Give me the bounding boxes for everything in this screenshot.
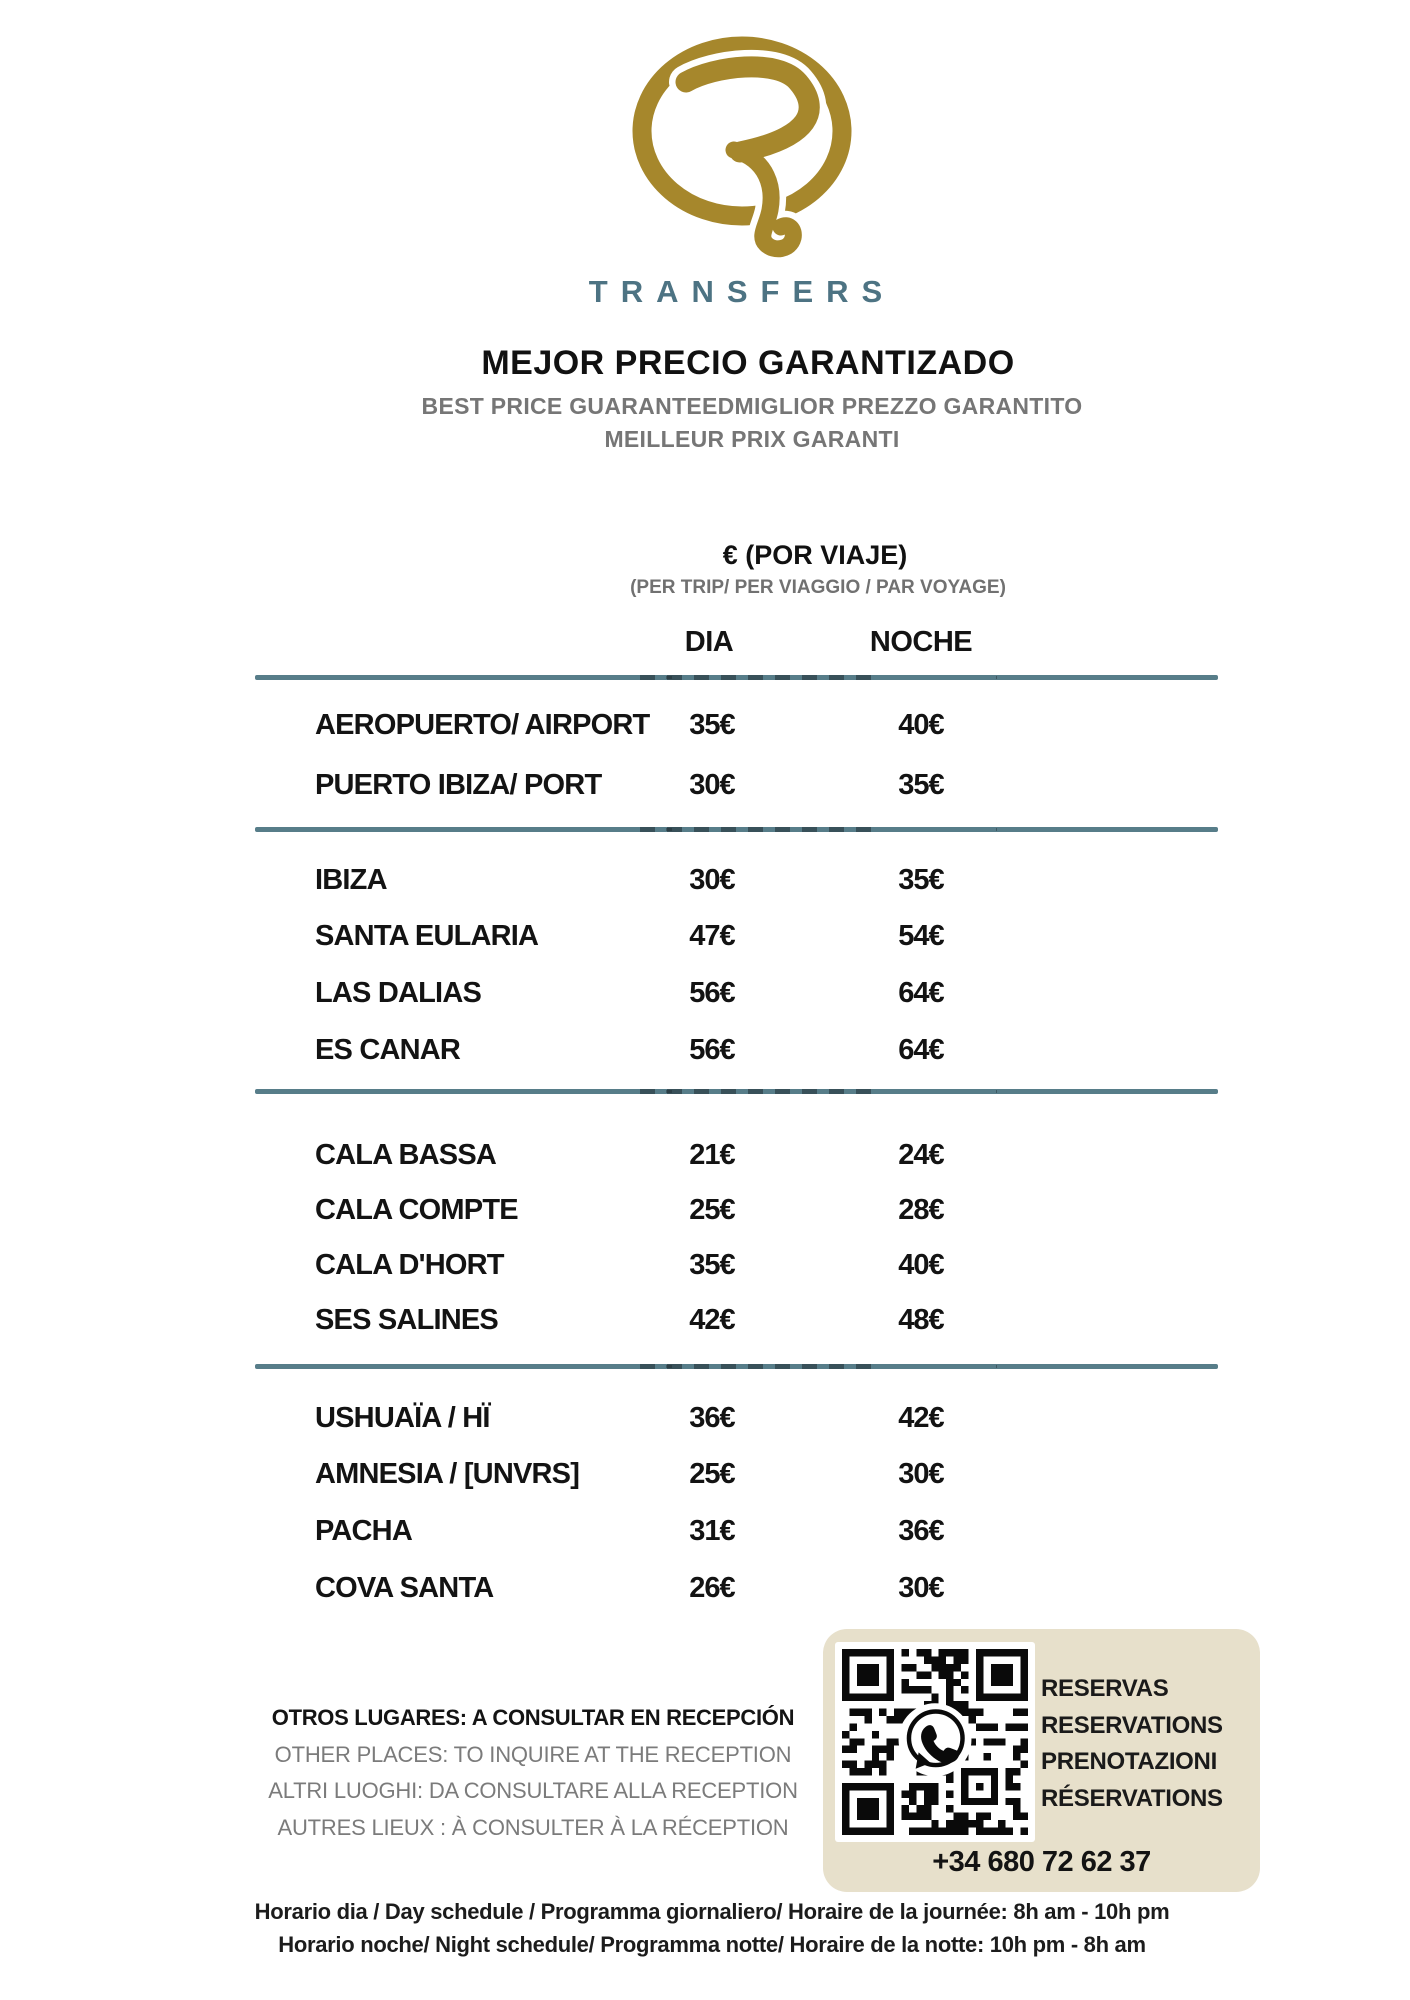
- reservations-label-en: RESERVATIONS: [1041, 1711, 1223, 1739]
- destination-label: ES CANAR: [315, 1034, 461, 1066]
- section-divider: [255, 1364, 1218, 1369]
- destination-label: PUERTO IBIZA/ PORT: [315, 769, 602, 801]
- price-table: [255, 0, 1218, 1650]
- table-row: [255, 709, 1218, 743]
- table-row: [255, 1402, 1218, 1436]
- reservations-panel: [823, 1629, 1260, 1892]
- price-day: 56€: [689, 977, 735, 1009]
- table-row: [255, 769, 1218, 803]
- table-row: [255, 1458, 1218, 1492]
- price-night: 28€: [898, 1194, 944, 1226]
- table-row: [255, 1034, 1218, 1068]
- reservations-label-es: RESERVAS: [1041, 1675, 1169, 1702]
- schedule-night-line: Horario noche/ Night schedule/ Programma notte/ Horaire de la notte: 10h pm - 8h am: [278, 1932, 1146, 1957]
- page-subtitle-fr: MEILLEUR PRIX GARANTI: [604, 426, 900, 452]
- table-row: [255, 1249, 1218, 1283]
- price-day: 35€: [689, 709, 735, 741]
- other-places-es: OTROS LUGARES: A CONSULTAR EN RECEPCIÓN: [271, 1705, 795, 1730]
- destination-label: CALA COMPTE: [315, 1194, 518, 1226]
- destination-label: SES SALINES: [315, 1304, 498, 1336]
- table-row: [255, 1515, 1218, 1549]
- destination-label: CALA BASSA: [315, 1139, 497, 1171]
- price-night: 40€: [898, 709, 944, 741]
- page-title: MEJOR PRECIO GARANTIZADO: [481, 344, 1015, 382]
- column-header-day: DIA: [684, 626, 734, 658]
- page-subtitle-en-it: BEST PRICE GUARANTEEDMIGLIOR PREZZO GARANTITO: [421, 393, 1083, 419]
- whatsapp-qr-code-icon: [835, 1642, 1035, 1842]
- table-row: [255, 1194, 1218, 1228]
- price-day: 25€: [689, 1458, 735, 1490]
- price-day: 26€: [689, 1572, 735, 1604]
- table-row: [255, 1304, 1218, 1338]
- destination-label: USHUAÏA / HÏ: [315, 1402, 490, 1434]
- price-day: 31€: [689, 1515, 735, 1547]
- column-header-night: NOCHE: [869, 626, 973, 658]
- price-night: 35€: [898, 864, 944, 896]
- section-divider: [255, 827, 1218, 832]
- price-day: 42€: [689, 1304, 735, 1336]
- destination-label: COVA SANTA: [315, 1572, 494, 1604]
- price-day: 36€: [689, 1402, 735, 1434]
- price-day: 25€: [689, 1194, 735, 1226]
- destination-label: AEROPUERTO/ AIRPORT: [315, 709, 650, 741]
- table-row: [255, 1139, 1218, 1173]
- table-row: [255, 977, 1218, 1011]
- price-unit-subtitle: (PER TRIP/ PER VIAGGIO / PAR VOYAGE): [630, 577, 1006, 598]
- section-divider: [255, 1089, 1218, 1094]
- price-day: 30€: [689, 769, 735, 801]
- price-day: 56€: [689, 1034, 735, 1066]
- other-places-en: OTHER PLACES: TO INQUIRE AT THE RECEPTION: [274, 1741, 792, 1767]
- price-day: 47€: [689, 920, 735, 952]
- whatsapp-icon: [899, 1703, 972, 1776]
- price-night: 64€: [898, 1034, 944, 1066]
- destination-label: CALA D'HORT: [315, 1249, 504, 1281]
- price-night: 24€: [898, 1139, 944, 1171]
- price-night: 54€: [898, 920, 944, 952]
- reservations-label-fr: RÉSERVATIONS: [1041, 1784, 1223, 1812]
- price-night: 36€: [898, 1515, 944, 1547]
- price-day: 21€: [689, 1139, 735, 1171]
- schedule-day-line: Horario dia / Day schedule / Programma giornaliero/ Horaire de la journée: 8h am - 10h pm: [254, 1899, 1170, 1924]
- price-night: 30€: [898, 1572, 944, 1604]
- reservations-labels: [1041, 1671, 1223, 1817]
- other-places-it: ALTRI LUOGHI: DA CONSULTARE ALLA RECEPTION: [268, 1778, 798, 1803]
- price-day: 30€: [689, 864, 735, 896]
- table-row: [255, 1572, 1218, 1606]
- other-places-note: [268, 1700, 798, 1846]
- brand-name: TRANSFERS: [588, 274, 896, 309]
- price-night: 30€: [898, 1458, 944, 1490]
- destination-label: PACHA: [315, 1515, 412, 1547]
- price-night: 64€: [898, 977, 944, 1009]
- price-night: 42€: [898, 1402, 944, 1434]
- table-row: [255, 920, 1218, 954]
- price-night: 48€: [898, 1304, 944, 1336]
- phone-number: +34 680 72 62 37: [932, 1846, 1151, 1878]
- table-row: [255, 864, 1218, 898]
- destination-label: IBIZA: [315, 864, 387, 896]
- reservations-label-it: PRENOTAZIONI: [1041, 1748, 1217, 1775]
- price-night: 35€: [898, 769, 944, 801]
- price-night: 40€: [898, 1249, 944, 1281]
- destination-label: SANTA EULARIA: [315, 920, 539, 952]
- destination-label: AMNESIA / [UNVRS]: [315, 1458, 580, 1490]
- section-divider: [255, 675, 1218, 680]
- price-unit-title: € (POR VIAJE): [722, 540, 908, 570]
- price-day: 35€: [689, 1249, 735, 1281]
- other-places-fr: AUTRES LIEUX : À CONSULTER À LA RÉCEPTION: [277, 1814, 789, 1840]
- destination-label: LAS DALIAS: [315, 977, 482, 1009]
